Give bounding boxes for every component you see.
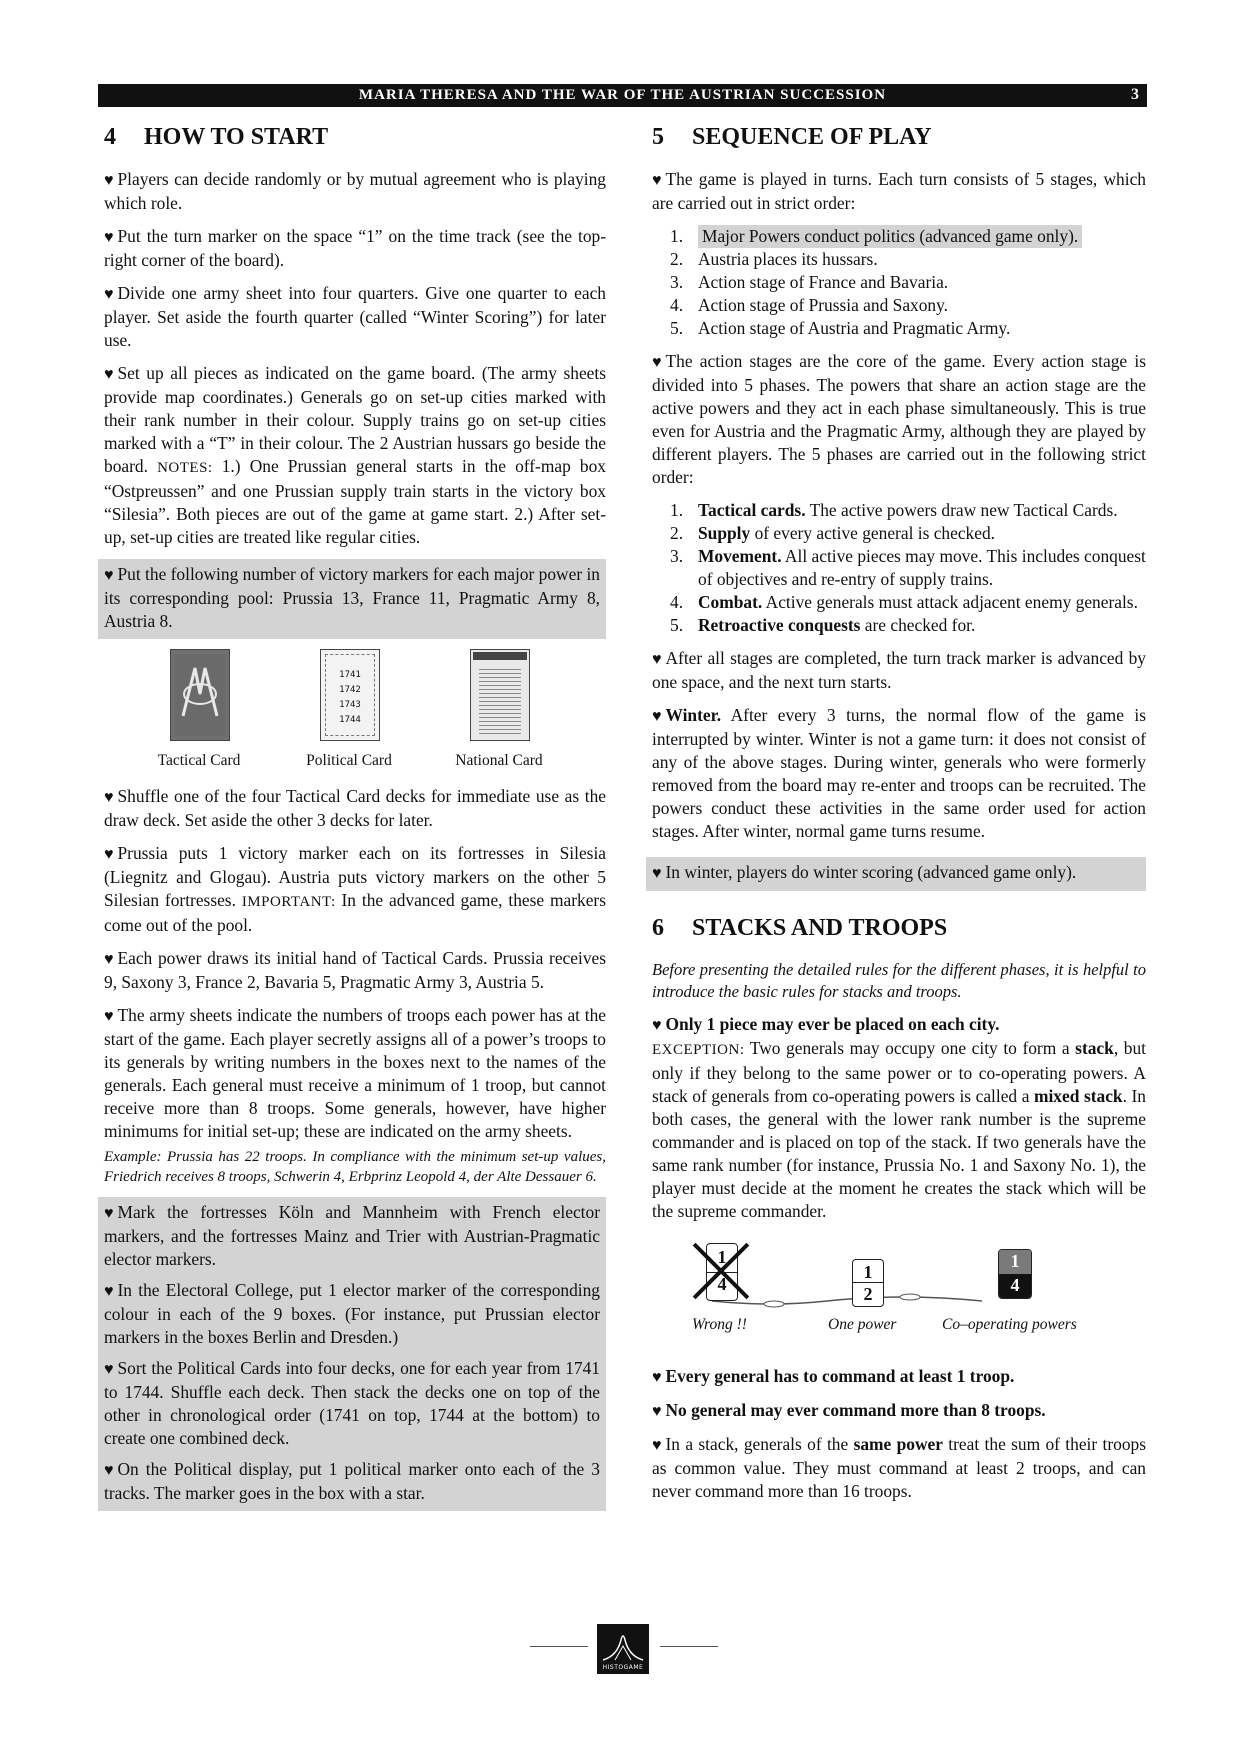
political-card-image: 1741 1742 1743 1744 — [320, 649, 380, 741]
national-card-caption: National Card — [455, 752, 543, 769]
heart-icon: ♥ — [104, 1462, 114, 1479]
heart-icon: ♥ — [652, 651, 662, 668]
advanced-rule-box: ♥ Mark the fortresses Köln and Mannheim with French elector markers, and the fortresses Mainz and Trier with Austrian-Pragmatic elector markers. ♥ In the Electoral College, put 1 elector marker of the corresponding colour in each of the 9 boxes. (For instance, put Prussian elector markers in the boxes Berlin and Dresden.) ♥ Sort the Political Cards into four decks, one for each year from 1741 to 1744. Shuffle each deck. Then stack the decks one on top of the other in chronological order (1741 on top, 1744 at the bottom) to create one combined deck. ♥ On the Political display, put 1 political marker onto each of the 3 tracks. The marker goes in the box with a star. — [98, 1197, 606, 1511]
heart-icon: ♥ — [652, 1017, 662, 1034]
list-item: 3. Action stage of France and Bavaria. — [670, 272, 949, 292]
heart-icon: ♥ — [652, 865, 662, 882]
heart-icon: ♥ — [652, 1369, 662, 1386]
paragraph: ♥ Shuffle one of the four Tactical Card decks for immediate use as the draw deck. Set aside the other 3 decks for later. — [104, 786, 606, 830]
paragraph: ♥ Put the turn marker on the space “1” on the time track (see the top-right corner of the board). — [104, 226, 606, 270]
phase-list — [652, 499, 1146, 637]
footer-rule-right — [660, 1646, 718, 1647]
paragraph: ♥ The action stages are the core of the game. Every action stage is divided into 5 phases. The powers that share an action stage are the active powers and they act in each phase simultaneously. This is true even for Austria and the Pragmatic Army, although they are played by different players. The 5 phases are carried out in the following strict order: — [652, 351, 1146, 487]
heart-icon: ♥ — [652, 708, 662, 725]
example-text: Example: Prussia has 22 troops. In compliance with the minimum set-up values, Friedrich receives 8 troops, Schwerin 4, Erbprinz Leopold 4, der Alte Dessauer 6. — [104, 1149, 606, 1185]
section-heading-how-to-start: 4 HOW TO START — [104, 124, 329, 150]
paragraph: ♥ Each power draws its initial hand of Tactical Cards. Prussia receives 9, Saxony 3, France 2, Bavaria 5, Pragmatic Army 3, Austria 5. — [104, 948, 606, 992]
tactical-card-image — [170, 649, 230, 741]
histogame-logo: HISTOGAME — [597, 1624, 649, 1674]
wrong-stack-piece: 1 4 — [706, 1243, 738, 1301]
intro-text: Before presenting the detailed rules for the different phases, it is helpful to introduce the basic rules for stacks and troops. — [652, 960, 1146, 1001]
right-column — [646, 118, 1146, 1513]
section-heading-sequence-of-play: 5 SEQUENCE OF PLAY — [652, 124, 932, 150]
caption-one-power: One power — [828, 1316, 897, 1333]
one-power-stack-piece: 1 2 — [852, 1259, 884, 1307]
paragraph: ♥ Set up all pieces as indicated on the game board. (The army sheets provide map coordinates.) Generals go on set-up cities marked with their rank number in their colour. Supply trains go on set-up cities marked with a “T” in their colour. The 2 Austrian hussars go beside the board. NOTES: 1.) One Prussian general starts in the off-map box “Ostpreussen” and one Prussian supply train starts in the victory box “Silesia”. Both pieces are out of the game at game start. 2.) After set-up, set-up cities are treated like regular cities. — [104, 363, 606, 547]
paragraph: ♥ Prussia puts 1 victory marker each on its fortresses in Silesia (Liegnitz and Glogau). Austria puts victory markers on the other 5 Silesian fortresses. IMPORTANT: In the advanced game, these markers come out of the pool. — [104, 843, 606, 935]
heart-icon: ♥ — [104, 846, 114, 863]
running-title: MARIA THERESA AND THE WAR OF THE AUSTRIAN SUCCESSION — [358, 87, 887, 103]
heart-icon: ♥ — [104, 1361, 114, 1378]
heart-icon: ♥ — [104, 1283, 114, 1300]
paragraph: ♥ Players can decide randomly or by mutual agreement who is playing which role. — [104, 169, 606, 213]
heart-icon: ♥ — [104, 567, 114, 584]
heart-icon: ♥ — [104, 286, 114, 303]
page-number: 3 — [1131, 86, 1139, 103]
rule-maximum-troops: ♥ No general may ever command more than 8 troops. — [652, 1399, 1146, 1423]
list-item: 5. Action stage of Austria and Pragmatic Army. — [670, 318, 1011, 338]
paragraph: EXCEPTION: Two generals may occupy one city to form a stack, but only if they belong to the same power or to co-operating powers. A stack of generals from co-operating powers is called a mixed stack. In both cases, the general with the lower rank number is the supreme commander and is placed on top of the stack. If two generals have the same rank number (for instance, Prussia No. 1 and Saxony No. 1), the player must decide at the moment he creates the stack which will be the supreme commander. — [652, 1038, 1147, 1221]
cross-icon — [688, 1239, 754, 1301]
national-card-image — [470, 649, 530, 741]
mixed-stack-piece: 1 4 — [998, 1249, 1032, 1299]
caption-wrong: Wrong !! — [692, 1316, 747, 1333]
heart-icon: ♥ — [652, 1437, 662, 1454]
footer-rule-left — [530, 1646, 588, 1647]
paragraph: ♥ In a stack, generals of the same power treat the sum of their troops as common value. They must command at least 2 troops, and can never command more than 16 troops. — [652, 1434, 1147, 1501]
list-item: 1. Tactical cards. The active powers draw new Tactical Cards. — [670, 500, 1118, 520]
page-footer — [0, 1624, 1239, 1684]
list-item: 3. Movement. All active pieces may move. This includes conquest of objectives and re-entry of supply trains. — [670, 546, 1146, 589]
list-item: 2. Supply of every active general is checked. — [670, 523, 996, 543]
heart-icon: ♥ — [104, 366, 114, 383]
heart-icon: ♥ — [652, 172, 662, 189]
heart-icon: ♥ — [104, 789, 114, 806]
paragraph: ♥ The army sheets indicate the numbers of troops each power has at the start of the game. Each player secretly assigns all of a power’s troops to its generals by writing numbers in the boxes next to the names of the generals. Each general must receive a minimum of 1 troop, but cannot receive more than 8 troops. Some generals, however, have higher minimums for initial set-up; these are indicated on the army sheets. — [104, 1005, 606, 1141]
rule-single-piece: ♥ Only 1 piece may ever be placed on each city. — [652, 1013, 1146, 1037]
section-heading-stacks-and-troops: 6 STACKS AND TROOPS — [652, 915, 948, 941]
list-item: 5. Retroactive conquests are checked for. — [670, 615, 976, 635]
advanced-rule-box: ♥ In winter, players do winter scoring (advanced game only). — [646, 857, 1146, 891]
stage-list — [652, 225, 1146, 340]
heart-icon: ♥ — [104, 1205, 114, 1222]
heart-icon: ♥ — [104, 172, 114, 189]
heart-icon: ♥ — [104, 951, 114, 968]
list-item: 2. Austria places its hussars. — [670, 249, 878, 269]
paragraph: ♥ Divide one army sheet into four quarters. Give one quarter to each player. Set aside the fourth quarter (called “Winter Scoring”) for later use. — [104, 283, 606, 350]
advanced-rule-box: ♥ Put the following number of victory markers for each major power in its corresponding pool: Prussia 13, France 11, Pragmatic Army 8, Austria 8. — [98, 559, 606, 639]
tactical-card-caption: Tactical Card — [157, 752, 241, 769]
heart-icon: ♥ — [104, 1008, 114, 1025]
paragraph: ♥ The game is played in turns. Each turn consists of 5 stages, which are carried out in strict order: — [652, 169, 1146, 213]
heart-icon: ♥ — [104, 229, 114, 246]
page-header — [98, 84, 1147, 107]
political-card-caption: Political Card — [306, 752, 392, 769]
paragraph: ♥ After all stages are completed, the turn track marker is advanced by one space, and the next turn starts. — [652, 648, 1146, 692]
paragraph: ♥ Winter. After every 3 turns, the normal flow of the game is interrupted by winter. Winter is not a game turn: it does not consist of any of the above stages. During winter, generals who were formerly removed from the board may re-enter and troops can be recruited. The powers conduct these activities in the same order used for action stages. After winter, normal game turns resume. — [652, 705, 1146, 841]
heart-icon: ♥ — [652, 354, 662, 371]
rule-minimum-troops: ♥ Every general has to command at least 1 troop. — [652, 1365, 1146, 1389]
list-item: 1. Major Powers conduct politics (advanced game only). — [652, 225, 1146, 248]
left-column — [98, 118, 606, 1521]
list-item: 4. Combat. Active generals must attack adjacent enemy generals. — [670, 592, 1138, 612]
stack-figure — [652, 1237, 1146, 1349]
heart-icon: ♥ — [652, 1403, 662, 1420]
list-item: 4. Action stage of Prussia and Saxony. — [670, 295, 949, 315]
caption-cooperating-powers: Co–operating powers — [942, 1316, 1077, 1333]
card-illustrations — [98, 649, 606, 781]
